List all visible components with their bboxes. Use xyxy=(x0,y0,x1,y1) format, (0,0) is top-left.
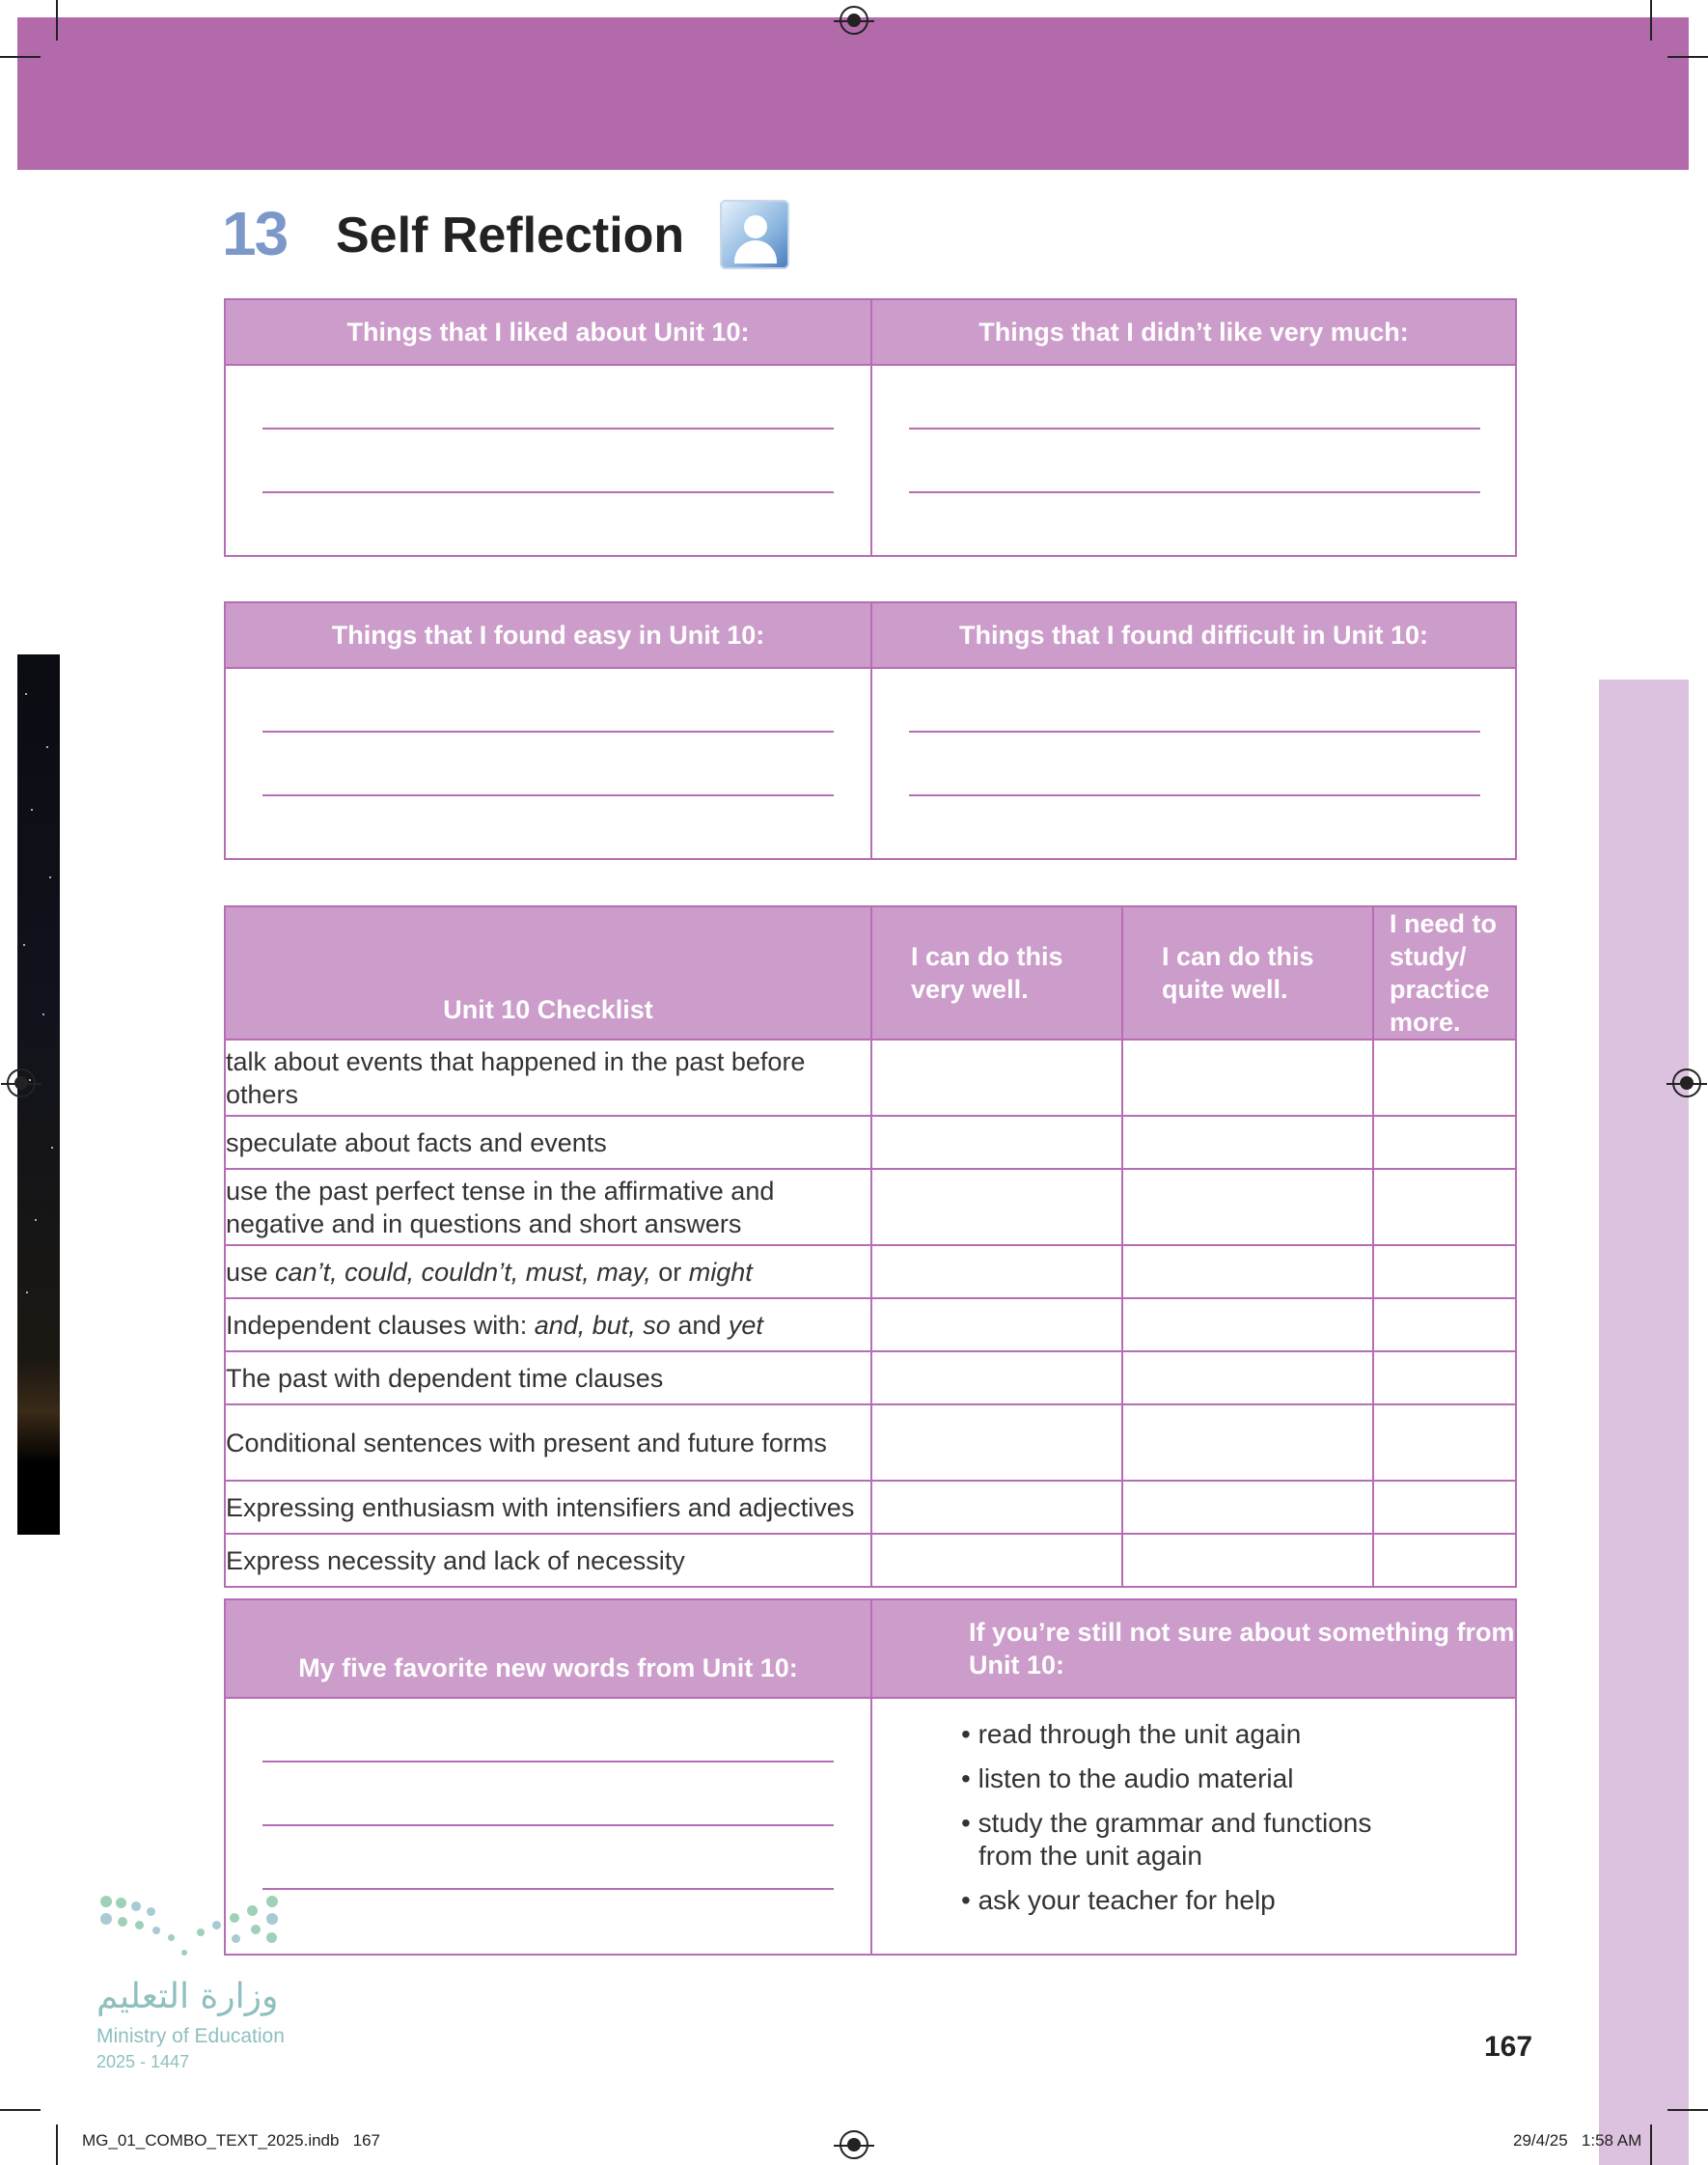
check-cell[interactable] xyxy=(1373,1116,1516,1169)
check-cell[interactable] xyxy=(1122,1404,1373,1481)
checklist-item: speculate about facts and events xyxy=(225,1116,871,1169)
table-row xyxy=(225,1404,1516,1481)
self-reflection-person-icon xyxy=(720,200,789,269)
crop-mark xyxy=(56,0,58,41)
registration-mark-icon xyxy=(7,1069,36,1097)
list-item: • ask your teacher for help xyxy=(961,1885,1276,1915)
easy-writing-area[interactable] xyxy=(225,668,871,859)
top-banner xyxy=(17,17,1689,170)
crop-mark xyxy=(1650,2124,1652,2165)
table-row xyxy=(225,1169,1516,1245)
liked-header: Things that I liked about Unit 10: xyxy=(225,299,871,365)
check-cell[interactable] xyxy=(871,1245,1122,1298)
checklist-item: Express necessity and lack of necessity xyxy=(225,1534,871,1587)
check-cell[interactable] xyxy=(871,1481,1122,1534)
check-cell[interactable] xyxy=(1373,1298,1516,1351)
crop-mark xyxy=(0,2109,41,2111)
check-cell[interactable] xyxy=(1373,1169,1516,1245)
table-row xyxy=(225,1298,1516,1351)
favorite-words-header: My five favorite new words from Unit 10: xyxy=(225,1599,871,1698)
list-item: • listen to the audio material xyxy=(961,1763,1294,1793)
disliked-header: Things that I didn’t like very much: xyxy=(871,299,1516,365)
check-cell[interactable] xyxy=(1373,1534,1516,1587)
check-cell[interactable] xyxy=(1373,1481,1516,1534)
liked-disliked-table xyxy=(224,298,1517,557)
check-cell[interactable] xyxy=(1373,1351,1516,1404)
checklist-item: Expressing enthusiasm with intensifiers and adjectives xyxy=(225,1481,871,1534)
difficult-writing-area[interactable] xyxy=(871,668,1516,859)
crop-mark xyxy=(1667,56,1708,58)
easy-header: Things that I found easy in Unit 10: xyxy=(225,602,871,668)
table-row xyxy=(225,1040,1516,1116)
check-cell[interactable] xyxy=(871,1116,1122,1169)
ministry-arabic-name: وزارة التعليم xyxy=(96,1977,279,2016)
check-cell[interactable] xyxy=(871,1351,1122,1404)
check-cell[interactable] xyxy=(1373,1040,1516,1116)
registration-mark-icon xyxy=(1672,1069,1701,1097)
crop-mark xyxy=(1650,0,1652,41)
check-cell[interactable] xyxy=(871,1404,1122,1481)
liked-writing-area[interactable] xyxy=(225,365,871,556)
check-cell[interactable] xyxy=(1122,1169,1373,1245)
check-cell[interactable] xyxy=(1122,1298,1373,1351)
disliked-writing-area[interactable] xyxy=(871,365,1516,556)
col-quite-well: I can do this quite well. xyxy=(1122,906,1373,1040)
side-tab xyxy=(1599,680,1689,2165)
table-row xyxy=(225,1534,1516,1587)
check-cell[interactable] xyxy=(1122,1245,1373,1298)
checklist-item: use the past perfect tense in the affirmative and negative and in questions and short answers xyxy=(225,1169,871,1245)
tips-cell xyxy=(871,1698,1516,1955)
table-row xyxy=(225,1351,1516,1404)
list-item: • study the grammar and functions from the unit again xyxy=(961,1808,1372,1871)
check-cell[interactable] xyxy=(871,1298,1122,1351)
check-cell[interactable] xyxy=(1122,1040,1373,1116)
not-sure-header: If you’re still not sure about something from Unit 10: xyxy=(871,1599,1516,1698)
col-study-more: I need to study/ practice more. xyxy=(1373,906,1516,1040)
checklist-item: talk about events that happened in the past before others xyxy=(225,1040,871,1116)
favorite-words-writing-area[interactable] xyxy=(225,1698,871,1955)
check-cell[interactable] xyxy=(871,1040,1122,1116)
easy-difficult-table xyxy=(224,601,1517,860)
table-row xyxy=(225,1481,1516,1534)
unit-checklist-table xyxy=(224,905,1517,1588)
crop-mark xyxy=(0,56,41,58)
checklist-item: use can’t, could, couldn’t, must, may, or might xyxy=(225,1245,871,1298)
list-item: • read through the unit again xyxy=(961,1719,1302,1749)
footer-datetime: 29/4/25 1:58 AM xyxy=(1513,2131,1642,2150)
col-very-well: I can do this very well. xyxy=(871,906,1122,1040)
check-cell[interactable] xyxy=(1122,1351,1373,1404)
checklist-item: Conditional sentences with present and future forms xyxy=(225,1404,871,1481)
check-cell[interactable] xyxy=(1373,1404,1516,1481)
ministry-years: 2025 - 1447 xyxy=(96,2052,190,2071)
crop-mark xyxy=(56,2124,58,2165)
check-cell[interactable] xyxy=(1373,1245,1516,1298)
registration-mark-icon xyxy=(840,2130,868,2159)
table-row xyxy=(225,1116,1516,1169)
checklist-item: The past with dependent time clauses xyxy=(225,1351,871,1404)
registration-mark-icon xyxy=(840,6,868,35)
words-tips-table xyxy=(224,1598,1517,1956)
check-cell[interactable] xyxy=(871,1534,1122,1587)
crop-mark xyxy=(1667,2109,1708,2111)
difficult-header: Things that I found difficult in Unit 10: xyxy=(871,602,1516,668)
section-number: 13 xyxy=(222,199,288,268)
check-cell[interactable] xyxy=(1122,1534,1373,1587)
check-cell[interactable] xyxy=(871,1169,1122,1245)
footer-file-info: MG_01_COMBO_TEXT_2025.indb 167 xyxy=(82,2131,380,2150)
checklist-header: Unit 10 Checklist xyxy=(225,906,871,1040)
ministry-logo-dots xyxy=(96,1892,309,1959)
ministry-english-name: Ministry of Education xyxy=(96,2025,285,2047)
section-title: Self Reflection xyxy=(336,208,685,264)
check-cell[interactable] xyxy=(1122,1116,1373,1169)
checklist-item: Independent clauses with: and, but, so and yet xyxy=(225,1298,871,1351)
page-number: 167 xyxy=(1484,2031,1533,2063)
table-row xyxy=(225,1245,1516,1298)
check-cell[interactable] xyxy=(1122,1481,1373,1534)
